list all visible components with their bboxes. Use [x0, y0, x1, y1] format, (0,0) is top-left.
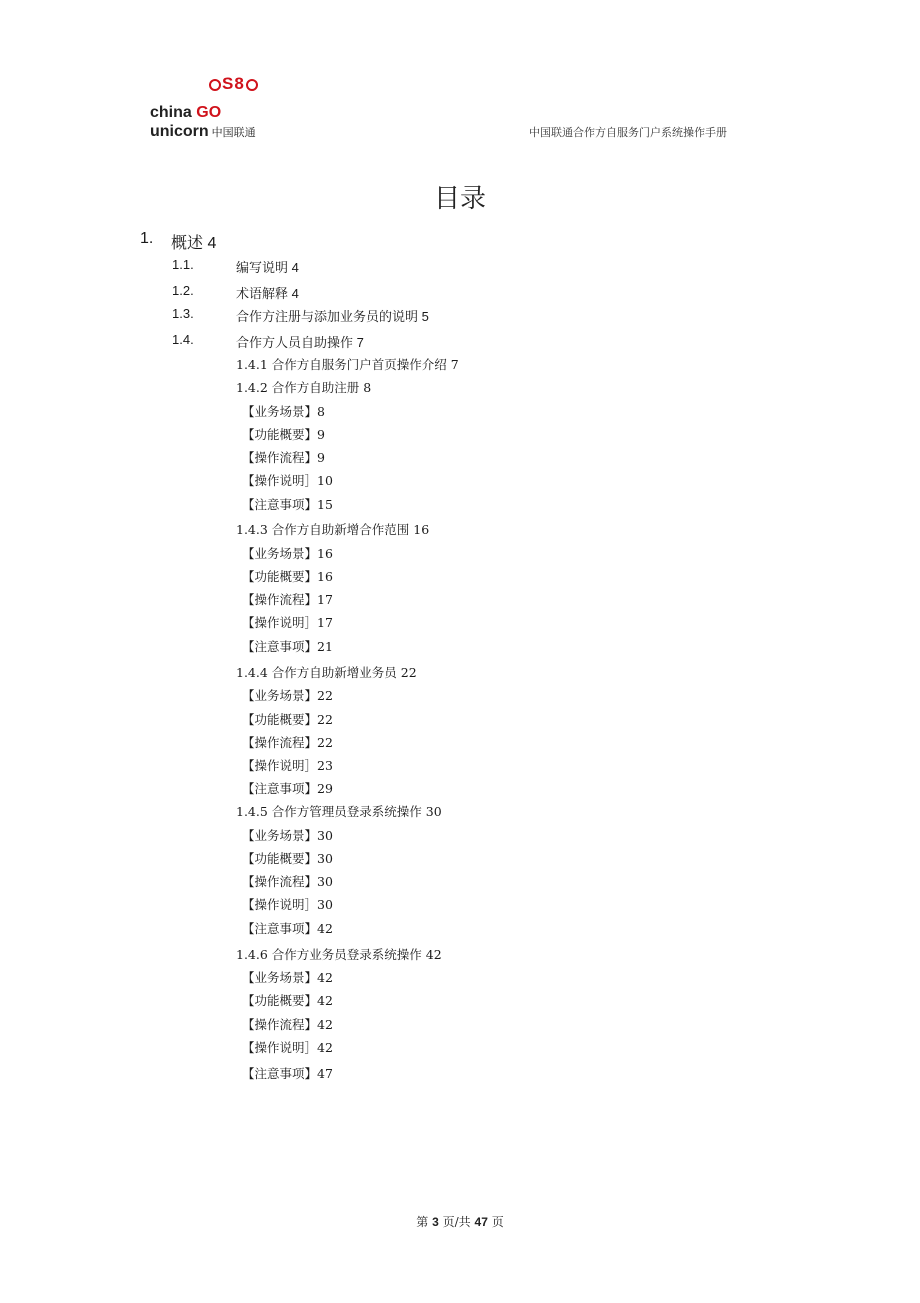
toc-subitem[interactable]: 【操作说明］17 — [242, 615, 333, 630]
toc-subitem[interactable]: 【功能概要】42 — [242, 993, 333, 1008]
toc-text: 概述 4 — [171, 235, 217, 252]
toc-heading: 目录 — [433, 184, 486, 214]
toc-subitem[interactable]: 【功能概要】30 — [242, 851, 333, 866]
toc-subitem[interactable]: 【注意事项】42 — [242, 921, 333, 936]
toc-text: 合作方人员自助操作 7 — [236, 335, 364, 350]
toc-subitem[interactable]: 【注意事项】21 — [242, 639, 333, 654]
toc-subitem[interactable]: 【注意事项】15 — [242, 497, 333, 512]
logo-go-text: GO — [196, 104, 222, 121]
toc-entry-1-4-4[interactable]: 1.4.4 合作方自助新增业务员 22 — [236, 665, 417, 680]
toc-subitem[interactable]: 【操作流程】17 — [242, 592, 333, 607]
toc-subitem[interactable]: 【操作说明］23 — [242, 758, 333, 773]
toc-subitem[interactable]: 【操作说明］10 — [242, 473, 333, 488]
toc-subitem[interactable]: 【注意事项】47 — [242, 1066, 333, 1081]
toc-text: 编写说明 4 — [236, 260, 299, 275]
footer-prefix: 第 — [416, 1215, 429, 1229]
document-title: 中国联通合作方自服务门户系统操作手册 — [529, 126, 727, 139]
toc-entry-1-4-6[interactable]: 1.4.6 合作方业务员登录系统操作 42 — [236, 947, 442, 962]
toc-subitem[interactable]: 【业务场景】30 — [242, 828, 333, 843]
toc-entry-1-4-5[interactable]: 1.4.5 合作方管理员登录系统操作 30 — [236, 804, 442, 819]
logo-cn-text: 中国联通 — [211, 127, 256, 139]
toc-number: 1.2. — [172, 283, 194, 298]
toc-subitem[interactable]: 【操作流程】42 — [242, 1017, 333, 1032]
toc-subitem[interactable]: 【注意事项】29 — [242, 781, 333, 796]
toc-subitem[interactable]: 【功能概要】22 — [242, 712, 333, 727]
toc-subitem[interactable]: 【操作说明］42 — [242, 1040, 333, 1055]
toc-subitem[interactable]: 【业务场景】16 — [242, 546, 333, 561]
footer-total-pages: 47 — [474, 1215, 488, 1229]
toc-number: 1.3. — [172, 306, 194, 321]
toc-subitem[interactable]: 【业务场景】22 — [242, 688, 333, 703]
toc-number: 1.1. — [172, 257, 194, 272]
toc-subitem[interactable]: 【操作流程】30 — [242, 874, 333, 889]
logo-unicorn — [150, 123, 256, 141]
footer-suffix: 页 — [491, 1215, 504, 1229]
toc-subitem[interactable]: 【功能概要】16 — [242, 569, 333, 584]
toc-text: 术语解释 4 — [236, 286, 299, 301]
toc-subitem[interactable]: 【操作说明］30 — [242, 897, 333, 912]
toc-entry-1-4-3[interactable]: 1.4.3 合作方自助新增合作范围 16 — [236, 522, 430, 537]
toc-entry-1-4-2[interactable]: 1.4.2 合作方自助注册 8 — [236, 380, 372, 395]
toc-subitem[interactable]: 【操作流程】9 — [242, 450, 325, 465]
toc-number: 1. — [140, 230, 154, 247]
toc-subitem[interactable]: 【业务场景】42 — [242, 970, 333, 985]
toc-number: 1.4. — [172, 332, 194, 347]
logo-china-go — [150, 104, 221, 122]
footer-page-number: 3 — [432, 1215, 439, 1229]
footer-mid: 页/共 — [442, 1215, 471, 1229]
toc-subitem[interactable]: 【功能概要】9 — [242, 427, 325, 442]
toc-subitem[interactable]: 【操作流程】22 — [242, 735, 333, 750]
toc-entry-1-4-1[interactable]: 1.4.1 合作方自服务门户首页操作介绍 7 — [236, 357, 459, 372]
logo-unicorn-text: unicorn — [150, 123, 209, 140]
toc-text: 合作方注册与添加业务员的说明 5 — [236, 309, 429, 324]
unicom-logo-mark: S8 — [208, 74, 259, 94]
toc-subitem[interactable]: 【业务场景】8 — [242, 404, 325, 419]
logo-china-text: china — [150, 104, 192, 121]
page-footer — [0, 1213, 920, 1230]
